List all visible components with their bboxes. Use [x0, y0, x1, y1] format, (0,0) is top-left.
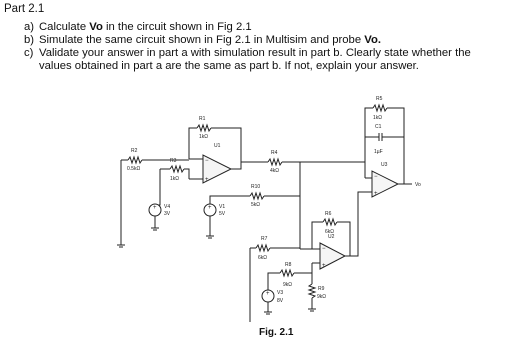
question-a-text-end: in the circuit shown in Fig 2.1 [102, 21, 252, 33]
source-v1-value: 5V [219, 211, 226, 217]
figure-caption: Fig. 2.1 [259, 327, 294, 338]
svg-text:+: + [374, 191, 378, 197]
source-v4 [149, 204, 171, 217]
resistor-r9 [309, 284, 326, 300]
resistor-r9-value: 9kΩ [317, 294, 327, 300]
resistor-r8-name: R8 [285, 262, 292, 268]
svg-text:+: + [205, 177, 209, 183]
capacitor-c1 [374, 124, 383, 155]
capacitor-c1-name: C1 [375, 124, 382, 130]
source-v3-name: V3 [277, 290, 284, 296]
resistor-r10-value: 5kΩ [251, 202, 261, 208]
output-label: Vo [415, 182, 421, 188]
opamp-u2-label: U2 [328, 234, 335, 240]
question-c-continued: values obtained in part a are the same as part b. If not, explain your answer. [39, 60, 419, 72]
source-v3-value: 8V [277, 298, 284, 304]
opamp-u2 [320, 234, 345, 269]
question-c-label: c) [24, 47, 34, 59]
svg-text:+: + [153, 205, 157, 211]
question-b-label: b) [24, 34, 35, 46]
resistor-r10-name: R10 [251, 184, 261, 190]
question-a-label: a) [24, 21, 35, 33]
resistor-r5-name: R5 [376, 96, 383, 102]
resistor-r1-value: 1kΩ [199, 134, 209, 140]
resistor-r8 [280, 262, 294, 288]
svg-text:+: + [266, 291, 270, 297]
part-title: Part 2.1 [4, 3, 45, 15]
question-b-bold: Vo. [364, 34, 381, 46]
svg-text:−: − [374, 174, 378, 180]
opamp-u1-label: U1 [214, 143, 221, 149]
svg-text:+: + [322, 263, 326, 269]
resistor-r3-name: R3 [170, 158, 177, 164]
resistor-r6-value: 6kΩ [325, 229, 335, 235]
source-v4-name: V4 [164, 204, 171, 210]
resistor-r10 [250, 184, 264, 208]
resistor-r1-name: R1 [199, 116, 206, 122]
resistor-r6 [323, 211, 337, 235]
source-v4-value: 3V [164, 211, 171, 217]
resistor-r7-name: R7 [261, 236, 268, 242]
opamp-u3 [372, 162, 398, 197]
resistor-r2-value: 0.5kΩ [127, 166, 141, 172]
svg-text:+: + [208, 205, 212, 211]
resistor-r1 [197, 116, 211, 140]
question-a-text: Calculate [39, 21, 90, 33]
resistor-r8-value: 9kΩ [283, 282, 293, 288]
resistor-r3 [170, 158, 184, 182]
resistor-r4-value: 4kΩ [270, 168, 280, 174]
resistor-r7 [256, 236, 270, 261]
resistor-r4 [268, 150, 282, 174]
resistor-r2 [127, 148, 142, 172]
opamp-u1 [203, 143, 231, 183]
resistor-r5-value: 1kΩ [373, 115, 383, 121]
question-c-text: Validate your answer in part a with simulation result in part b. Clearly state whether the [39, 47, 471, 59]
opamp-u3-label: U3 [381, 162, 388, 168]
svg-text:−: − [322, 246, 326, 252]
question-b-text: Simulate the same circuit shown in Fig 2.1 in Multisim and probe [39, 34, 365, 46]
source-v1-name: V1 [219, 204, 226, 210]
resistor-r9-name: R9 [318, 286, 325, 292]
svg-text:−: − [205, 158, 209, 164]
resistor-r2-name: R2 [131, 148, 138, 154]
source-v3 [262, 290, 284, 304]
resistor-r7-value: 6kΩ [258, 255, 268, 261]
resistor-r5 [373, 96, 387, 121]
resistor-r4-name: R4 [271, 150, 278, 156]
question-a-bold: Vo [89, 21, 103, 33]
resistor-r3-value: 1kΩ [170, 176, 180, 182]
capacitor-c1-value: 1µF [374, 149, 383, 155]
source-v1 [204, 204, 226, 217]
resistor-r6-name: R6 [325, 211, 332, 217]
